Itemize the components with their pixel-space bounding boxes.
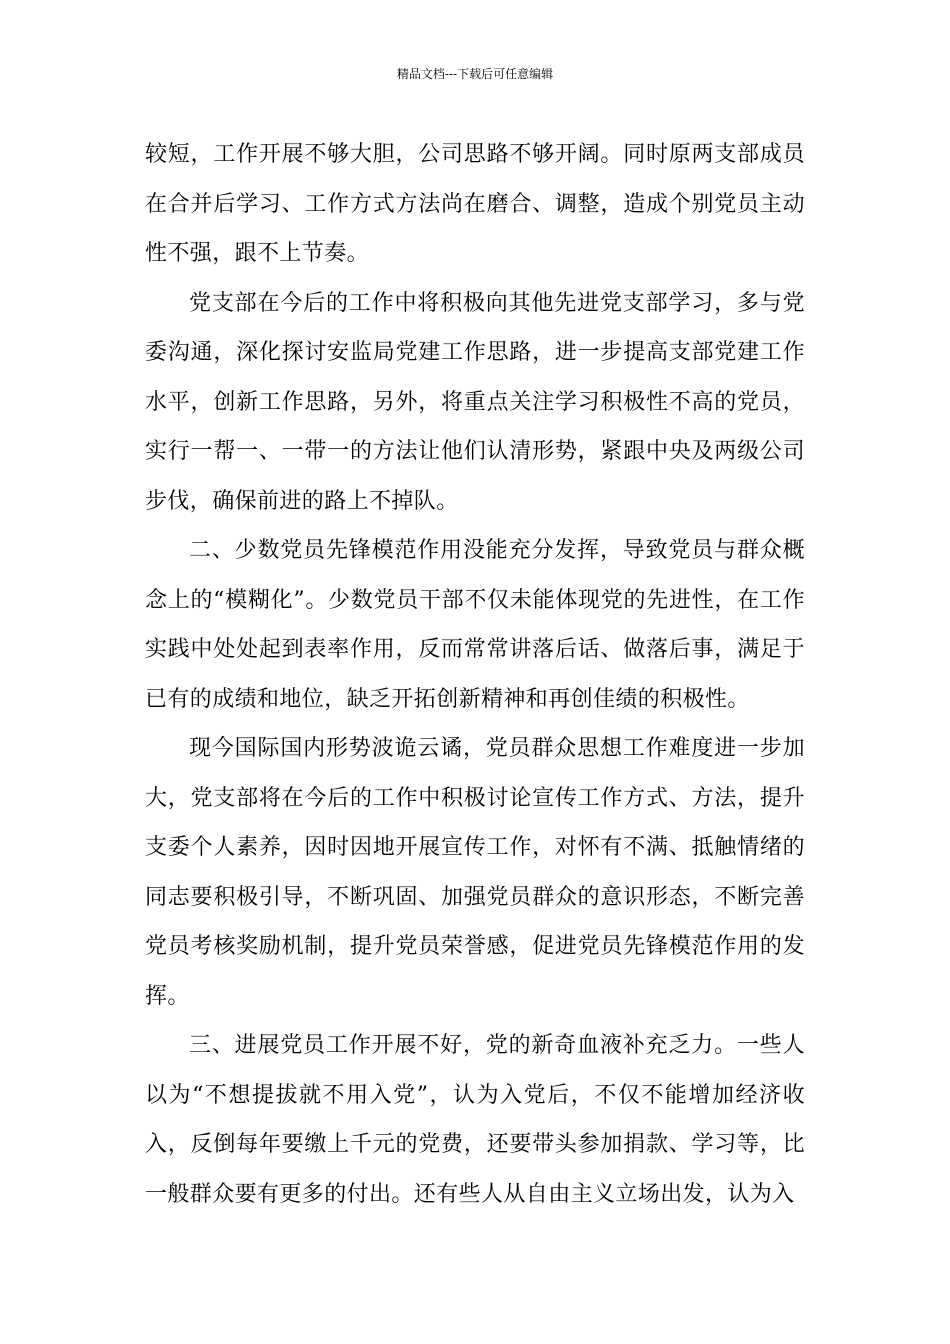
paragraph: 现今国际国内形势波诡云谲，党员群众思想工作难度进一步加大，党支部将在今后的工作中积极讨论宣传工作方式、方法，提升支委个人素养，因时因地开展宣传工作，对怀有不满、抵触情绪的同志要积极引导，不断巩固、加强党员群众的意识形态，不断完善党员考核奖励机制，提升党员荣誉感，促进党员先锋模范作用的发挥。 xyxy=(145,736,805,1009)
paragraph-continuation: 较短，工作开展不够大胆，公司思路不够开阔。同时原两支部成员在合并后学习、工作方式方法尚在磨合、调整，造成个别党员主动性不强，跟不上节奏。 xyxy=(145,142,805,266)
page-header: 精品文档---下载后可任意编辑 xyxy=(396,67,554,81)
document-body xyxy=(145,130,805,1219)
paragraph: 党支部在今后的工作中将积极向其他先进党支部学习，多与党委沟通，深化探讨安监局党建工作思路，进一步提高支部党建工作水平，创新工作思路，另外，将重点关注学习积极性不高的党员，实行一帮一、一带一的方法让他们认清形势，紧跟中央及两级公司步伐，确保前进的路上不掉队。 xyxy=(145,290,805,514)
paragraph-section-two: 二、少数党员先锋模范作用没能充分发挥，导致党员与群众概念上的“模糊化”。少数党员干部不仅未能体现党的先进性，在工作实践中处处起到表率作用，反而常常讲落后话、做落后事，满足于已有的成绩和地位，缺乏开拓创新精神和再创佳绩的积极性。 xyxy=(145,538,805,712)
paragraph-section-three: 三、进展党员工作开展不好，党的新奇血液补充乏力。一些人以为“不想提拔就不用入党”，认为入党后，不仅不能增加经济收入，反倒每年要缴上千元的党费，还要带头参加捐款、学习等，比一般群众要有更多的付出。还有些人从自由主义立场出发，认为入 xyxy=(145,1033,805,1207)
